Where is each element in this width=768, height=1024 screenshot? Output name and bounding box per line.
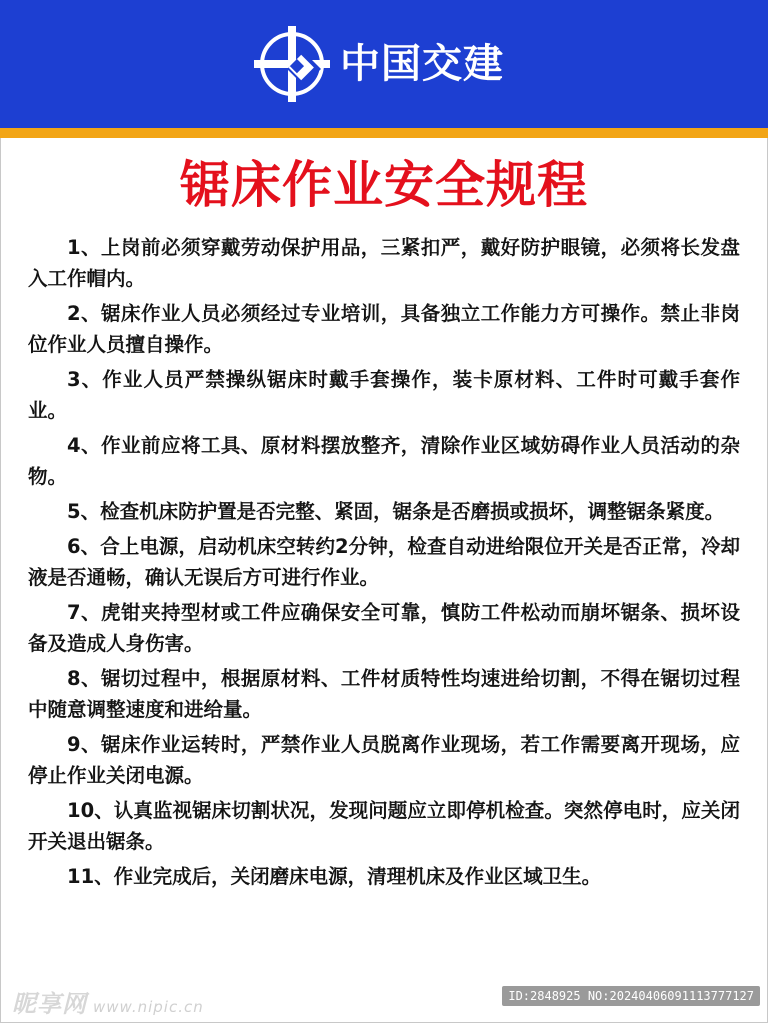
rule-item-6: 6、合上电源，启动机床空转约2分钟，检查自动进给限位开关是否正常，冷却液是否通畅，确认无误后方可进行作业。: [28, 535, 740, 589]
rules-list: [28, 232, 740, 896]
accent-band: [0, 128, 768, 138]
cccc-logo-icon: [252, 24, 332, 104]
rule-item-8: 8、锯切过程中，根据原材料、工件材质特性均速进给切割，不得在锯切过程中随意调整速度和进给量。: [28, 667, 740, 721]
watermark-site-url: www.nipic.cn: [93, 998, 204, 1016]
brand-name: 中国交建: [340, 41, 504, 87]
rule-item-4: 4、作业前应将工具、原材料摆放整齐，清除作业区域妨碍作业人员活动的杂物。: [28, 434, 740, 488]
page-title: 锯床作业安全规程: [180, 156, 588, 214]
site-watermark: [12, 984, 204, 1019]
brand-logo: [252, 24, 504, 104]
header-bar: [0, 0, 768, 128]
rule-item-7: 7、虎钳夹持型材或工件应确保安全可靠，慎防工件松动而崩坏锯条、损坏设备及造成人身伤害。: [28, 601, 740, 655]
rule-item-9: 9、锯床作业运转时，严禁作业人员脱离作业现场，若工作需要离开现场，应停止作业关闭电源。: [28, 733, 740, 787]
rule-item-11: 11、作业完成后，关闭磨床电源，清理机床及作业区域卫生。: [67, 865, 602, 888]
rule-item-1: 1、上岗前必须穿戴劳动保护用品，三紧扣严，戴好防护眼镜，必须将长发盘入工作帽内。: [28, 236, 740, 290]
rule-item-3: 3、作业人员严禁操纵锯床时戴手套操作，装卡原材料、工件时可戴手套作业。: [28, 368, 740, 422]
rule-item-2: 2、锯床作业人员必须经过专业培训，具备独立工作能力方可操作。禁止非岗位作业人员擅自操作。: [28, 302, 740, 356]
rule-item-10: 10、认真监视锯床切割状况，发现问题应立即停机检查。突然停电时，应关闭开关退出锯条。: [28, 799, 740, 853]
watermark-site-name: 昵享网: [12, 990, 87, 1018]
image-id-badge: ID:2848925 NO:20240406091113777127: [502, 986, 760, 1006]
rule-item-5: 5、检查机床防护置是否完整、紧固，锯条是否磨损或损坏，调整锯条紧度。: [67, 500, 725, 523]
